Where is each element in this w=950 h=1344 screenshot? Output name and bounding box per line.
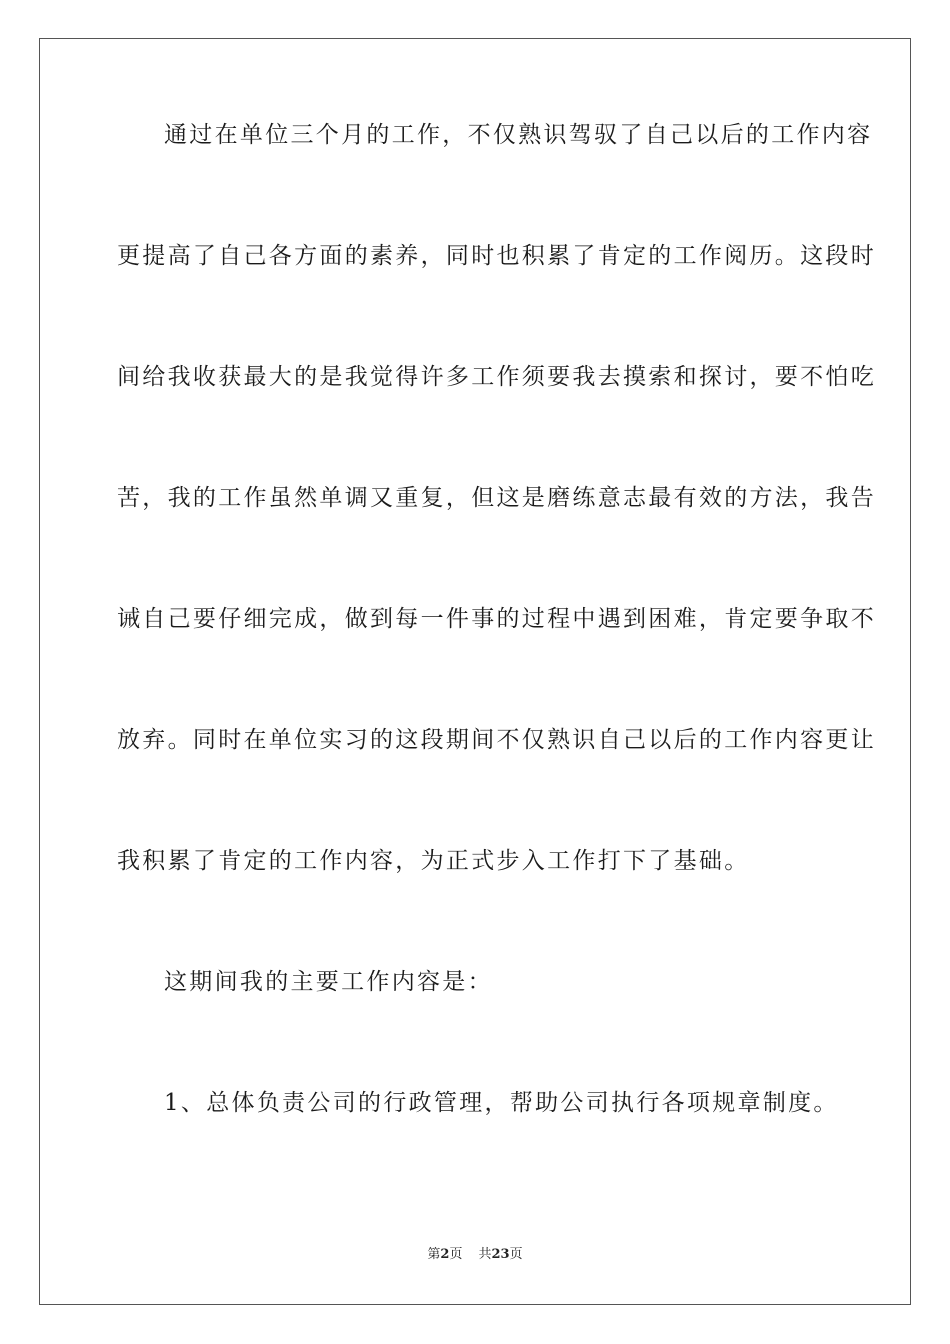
document-body — [117, 120, 876, 1209]
paragraph-line: 放弃。同时在单位实习的这段期间不仅熟识自己以后的工作内容更让 — [117, 727, 876, 753]
paragraph-line: 我积累了肯定的工作内容，为正式步入工作打下了基础。 — [117, 848, 750, 874]
section-intro-line: 这期间我的主要工作内容是： — [164, 969, 493, 995]
page-prefix: 第 — [427, 1247, 441, 1262]
paragraph-line: 诫自己要仔细完成，做到每一件事的过程中遇到困难，肯定要争取不 — [117, 606, 876, 632]
paragraph-line: 间给我收获最大的是我觉得许多工作须要我去摸索和探讨，要不怕吃 — [117, 364, 876, 390]
paragraph-line: 通过在单位三个月的工作，不仅熟识驾驭了自己以后的工作内容 — [164, 122, 873, 148]
page-number: 2 — [440, 1247, 450, 1262]
list-item: 1、总体负责公司的行政管理，帮助公司执行各项规章制度。 — [164, 1090, 839, 1116]
total-suffix: 页 — [509, 1247, 523, 1262]
page-suffix: 页 — [449, 1247, 463, 1262]
total-prefix: 共 — [478, 1247, 492, 1262]
page-footer — [0, 1247, 950, 1263]
total-pages: 23 — [491, 1247, 510, 1262]
paragraph-line: 更提高了自己各方面的素养，同时也积累了肯定的工作阅历。这段时 — [117, 243, 876, 269]
paragraph-line: 苦，我的工作虽然单调又重复，但这是磨练意志最有效的方法，我告 — [117, 485, 876, 511]
